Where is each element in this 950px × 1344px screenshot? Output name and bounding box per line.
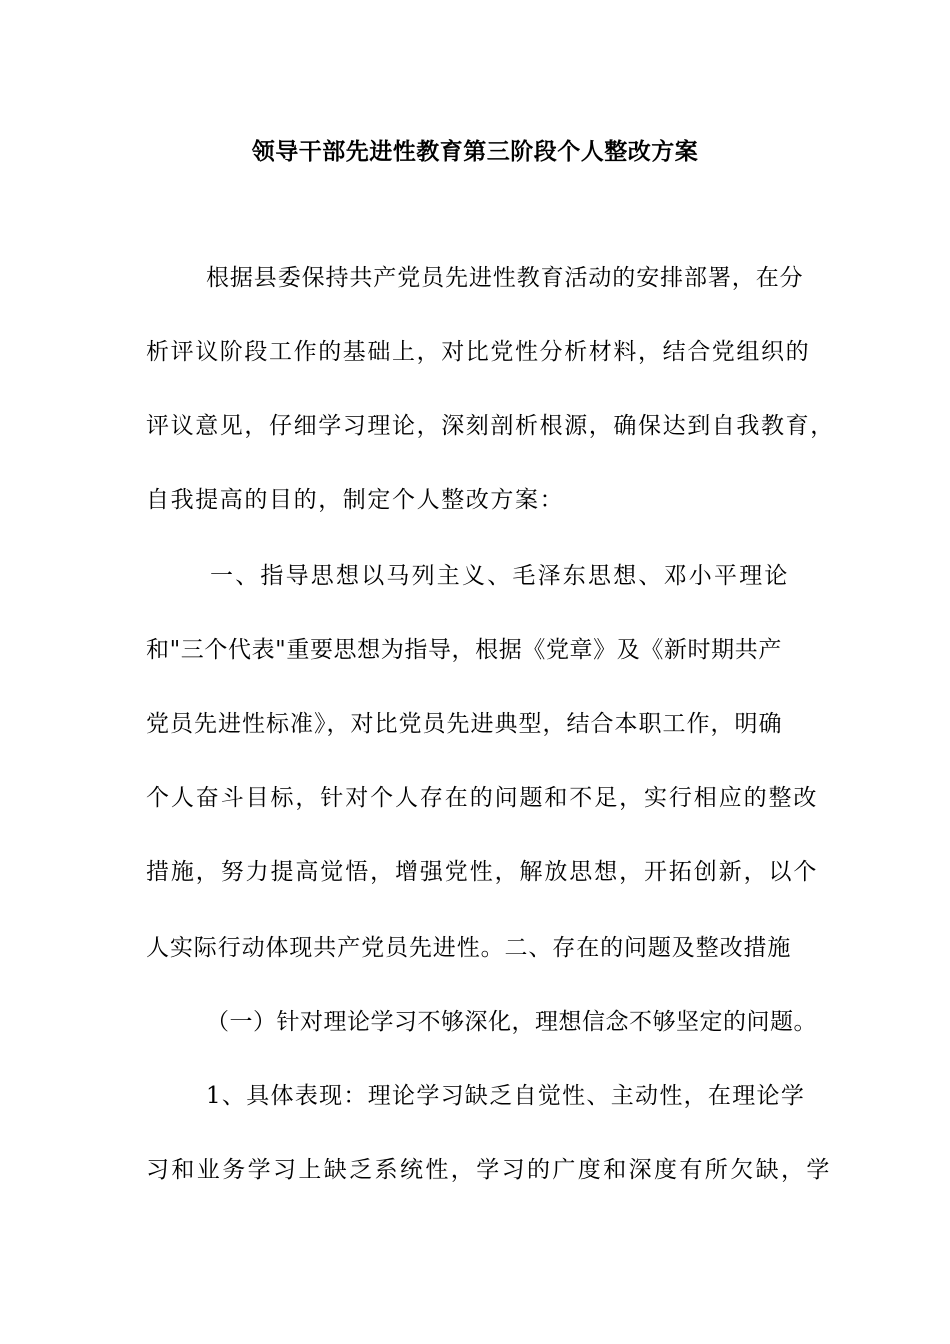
document-title: 领导干部先进性教育第三阶段个人整改方案 xyxy=(251,138,699,165)
body-line-10: 人实际行动体现共产党员先进性。二、存在的问题及整改措施 xyxy=(146,935,792,961)
body-line-13: 习和业务学习上缺乏系统性，学习的广度和深度有所欠缺，学 xyxy=(146,1157,832,1183)
body-line-5: 一、指导思想以马列主义、毛泽东思想、邓小平理论 xyxy=(210,563,790,589)
body-line-7: 党员先进性标准》，对比党员先进典型，结合本职工作，明确 xyxy=(146,711,783,737)
body-line-3: 评议意见，仔细学习理论，深刻剖析根源，确保达到自我教育， xyxy=(146,413,835,439)
body-line-2: 析评议阶段工作的基础上，对比党性分析材料，结合党组织的 xyxy=(146,339,811,365)
body-line-9: 措施，努力提高觉悟，增强党性，解放思想，开拓创新，以个 xyxy=(146,859,819,885)
body-line-12: 1、具体表现：理论学习缺乏自觉性、主动性，在理论学 xyxy=(206,1083,806,1109)
body-line-8: 个人奋斗目标，针对个人存在的问题和不足，实行相应的整改 xyxy=(146,785,819,811)
body-line-11: （一）针对理论学习不够深化，理想信念不够坚定的问题。 xyxy=(206,1009,817,1035)
body-line-1: 根据县委保持共产党员先进性教育活动的安排部署，在分 xyxy=(206,265,804,291)
body-line-4: 自我提高的目的，制定个人整改方案： xyxy=(146,487,565,513)
body-line-6: 和"三个代表"重要思想为指导，根据《党章》及《新时期共产 xyxy=(146,637,782,663)
